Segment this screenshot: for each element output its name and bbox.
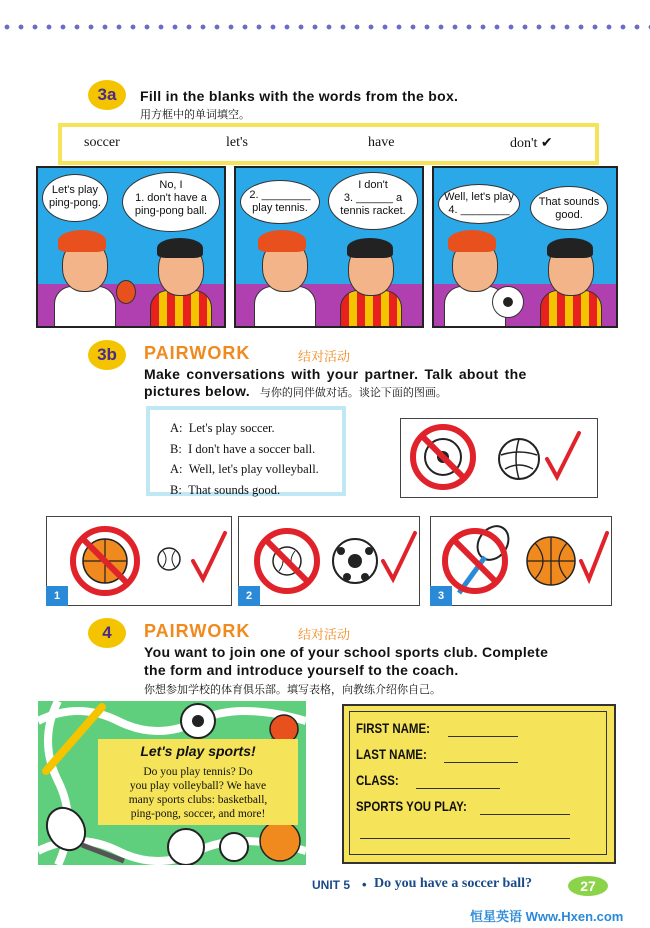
dialog-line: [170, 480, 342, 501]
boy-shirt: [54, 286, 116, 328]
sports-drawing-1: [47, 517, 231, 605]
speech-bubble: [122, 172, 220, 232]
comic-panel-2: [234, 166, 424, 328]
poster-text-panel: [98, 739, 298, 825]
section-4-instruction-2: the form and introduce yourself to the coach.: [144, 662, 459, 678]
volleyball-icon: [499, 439, 539, 479]
first-name-label: FIRST NAME:: [356, 720, 430, 736]
section-3a-title-cn: 用方框中的单词填空。: [140, 109, 250, 121]
boy-hair: [448, 230, 496, 252]
instruction-cn: 与你的同伴做对话。谈论下面的图画。: [259, 387, 447, 399]
sports-box-1: [46, 516, 232, 606]
check-icon: [581, 533, 607, 579]
dialog-text: Well, let's play volleyball.: [188, 462, 319, 476]
comic-panel-1: [36, 166, 226, 328]
boy2-hair: [347, 238, 393, 258]
boy2-hair: [157, 238, 203, 258]
class-label: CLASS:: [356, 772, 399, 788]
dialog-line: [170, 418, 342, 439]
sports-drawing-2: [239, 517, 419, 605]
example-sports-box: [400, 418, 598, 498]
example-sports-drawing: [401, 419, 597, 497]
bubble-text: Well, let's play: [444, 191, 514, 203]
footer-title: Do you have a soccer ball?: [374, 876, 533, 891]
section-4-badge: 4: [88, 618, 126, 648]
dialog-line: [170, 459, 342, 480]
instruction-text: pictures below.: [144, 383, 250, 399]
speech-bubble: I don't 3. ______ a tennis racket.: [328, 172, 418, 230]
speech-bubble: [42, 174, 108, 222]
poster-line: many sports clubs: basketball,: [128, 794, 268, 806]
word-box: [58, 123, 599, 165]
boy-hair: [258, 230, 306, 252]
tennis-racket-icon: [471, 520, 515, 566]
footer-bullet: •: [362, 877, 367, 892]
bubble-text: ping-pong ball.: [134, 205, 208, 217]
first-name-line[interactable]: [448, 736, 518, 737]
bubble-text: That sounds good.: [538, 196, 600, 221]
item-number: 3: [430, 586, 452, 606]
word-item: soccer: [84, 135, 120, 150]
form-inner-border: [349, 711, 607, 855]
baseball-icon: [158, 548, 180, 570]
dialog-text: That sounds good.: [188, 482, 281, 497]
comic-panel-3: [432, 166, 618, 328]
sports-label: SPORTS YOU PLAY:: [356, 798, 467, 814]
section-4-instruction-cn: 你想参加学校的体育俱乐部。填写表格，向教练介绍你自己。: [144, 684, 441, 696]
speaker: B:: [170, 441, 182, 456]
check-icon: [547, 433, 579, 477]
dialog-text: I don't have a soccer ball.: [188, 441, 316, 456]
page-number: 27: [568, 876, 608, 896]
paddle-icon: [116, 280, 136, 304]
blank-number: 3.: [343, 192, 354, 204]
basketball-icon: [260, 821, 300, 861]
sports-drawing-3: [431, 517, 611, 605]
section-4-instruction: You want to join one of your school sports club. Complete: [144, 644, 549, 660]
poster-line: ping-pong, soccer, and more!: [130, 808, 266, 820]
bubble-text: play tennis.: [252, 202, 308, 214]
sports-box-2: [238, 516, 420, 606]
check-icon: [383, 533, 415, 579]
section-3b-instruction: Make conversations with your partner. Talk about the: [144, 366, 527, 382]
speaker: A:: [170, 421, 183, 435]
speech-bubble: 2. ________ play tennis.: [240, 180, 320, 224]
blank-number: 2.: [249, 189, 259, 201]
last-name-label: LAST NAME:: [356, 746, 427, 762]
sports-line[interactable]: [480, 814, 570, 815]
dialog-line: [170, 439, 342, 460]
boy-hair: [58, 230, 106, 252]
sports-club-poster: [38, 701, 306, 865]
bubble-text: I don't: [358, 179, 388, 191]
volleyball-icon: [168, 829, 204, 865]
poster-title: Let's play sports!: [140, 743, 256, 759]
example-dialog: [146, 406, 346, 496]
poster-line: you play volleyball? We have: [129, 780, 267, 792]
boy2-hair: [547, 238, 593, 258]
word-item: let's: [226, 135, 248, 150]
top-dot-border: [0, 22, 650, 32]
pairwork-heading-cn: 结对活动: [298, 349, 351, 364]
word-item: don't ✔: [510, 136, 553, 151]
sports-box-3: [430, 516, 612, 606]
bubble-text: No, I: [159, 179, 183, 191]
check-icon: [193, 533, 225, 579]
footer-unit: UNIT 5: [312, 878, 351, 892]
speech-bubble: [530, 186, 608, 230]
speech-bubble: Well, let's play 4. ________: [438, 184, 520, 224]
item-number: 2: [238, 586, 260, 606]
watermark: 恒星英语 Www.Hxen.com: [470, 909, 624, 924]
bubble-text: Let's play ping-pong.: [49, 184, 101, 209]
dialog-text: Let's play soccer.: [188, 421, 275, 435]
section-3b-badge: 3b: [88, 340, 126, 370]
bubble-text: a: [395, 192, 403, 204]
pairwork-heading: PAIRWORK: [144, 343, 251, 363]
bubble-text: 1. don't have a: [135, 192, 207, 204]
poster-line: Do you play tennis? Do: [143, 766, 253, 778]
baseball-icon: [220, 833, 248, 861]
soccer-ball-icon: [492, 286, 524, 318]
speaker: A:: [170, 462, 183, 476]
item-number: 1: [46, 586, 68, 606]
pairwork-heading: PAIRWORK: [144, 621, 251, 641]
speaker: B:: [170, 482, 182, 497]
class-line[interactable]: [416, 788, 500, 789]
word-item: have: [368, 135, 395, 150]
blank-number: 4.: [448, 204, 458, 216]
bubble-text: tennis racket.: [340, 205, 406, 217]
last-name-line[interactable]: [444, 762, 518, 763]
pairwork-heading-cn: 结对活动: [298, 627, 351, 642]
section-3a-title: Fill in the blanks with the words from the box.: [140, 88, 459, 104]
section-3b-instruction-2: [144, 383, 447, 401]
club-form: [342, 704, 616, 864]
section-3a-badge: 3a: [88, 80, 126, 110]
poster-body: [98, 765, 298, 821]
boy-shirt: [254, 286, 316, 328]
sports-line-2[interactable]: [360, 838, 570, 839]
